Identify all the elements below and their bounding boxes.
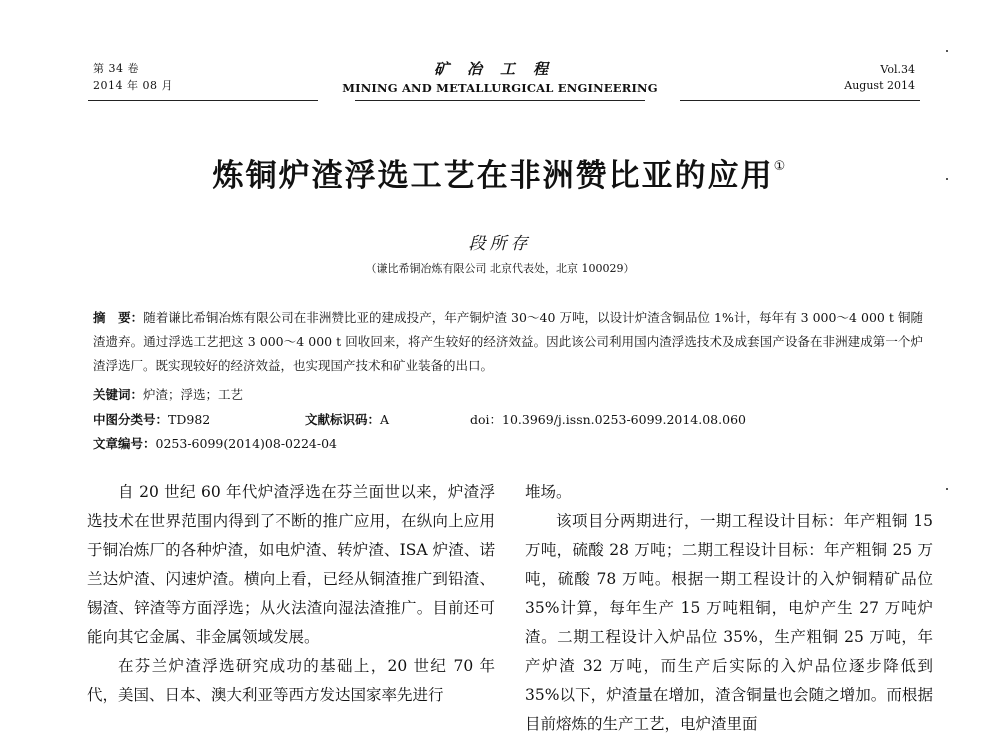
abstract bbox=[93, 306, 923, 378]
header-rule-center bbox=[355, 100, 645, 101]
document-code-label: 文献标识码： bbox=[305, 412, 381, 427]
body-paragraph: 自 20 世纪 60 年代炉渣浮选在芬兰面世以来，炉渣浮选技术在世界范围内得到了不断的推广应用，在纵向上应用于铜冶炼厂的各种炉渣，如电炉渣、转炉渣、ISA 炉渣、诺兰达炉渣、闪速炉渣。横向上看，已经从铜渣推广到铅渣、锡渣、锌渣等方面浮选；从火法渣向湿法渣推广。目前还可能向其它金属、非金属领域发展。 bbox=[87, 483, 495, 646]
journal-name-cn: 矿冶工程 bbox=[433, 60, 566, 78]
article-number bbox=[93, 434, 337, 452]
document-code-value: A bbox=[380, 412, 390, 427]
journal-name-en: MINING AND METALLURGICAL ENGINEERING bbox=[342, 81, 658, 95]
article-number-value: 0253-6099(2014)08-0224-04 bbox=[155, 436, 337, 451]
body-paragraph: 堆场。 bbox=[525, 483, 572, 501]
classification-label: 中图分类号： bbox=[93, 412, 169, 427]
article-title bbox=[150, 150, 850, 195]
body-paragraph: 在芬兰炉渣浮选研究成功的基础上，20 世纪 70 年代，美国、日本、澳大利亚等西方发达国家率先进行 bbox=[87, 657, 495, 704]
header-rule-right bbox=[680, 100, 920, 101]
title-footnote-marker: ① bbox=[773, 159, 788, 174]
header-date: 2014 年 08 月 bbox=[93, 79, 173, 92]
body-paragraph: 该项目分两期进行，一期工程设计目标：年产粗铜 15 万吨，硫酸 28 万吨；二期工程设计目标：年产粗铜 25 万吨，硫酸 78 万吨。根据一期工程设计的入炉铜精矿品位 35%计算，每年生产 15 万吨粗铜，电炉产生 27 万吨炉渣。二期工程设计入炉品位 35%，生产粗铜 25 万吨，年产炉渣 32 万吨，而生产后实际的入炉品位逐步降低到 35%以下，炉渣量在增加，渣含铜量也会随之增加。而根据目前熔炼的生产工艺，电炉渣里面 bbox=[525, 512, 933, 733]
body-column-left bbox=[87, 478, 495, 710]
body-column-right bbox=[525, 478, 933, 739]
abstract-label: 摘 要： bbox=[93, 310, 144, 325]
doi: doi：10.3969/j.issn.0253-6099.2014.08.060 bbox=[470, 412, 746, 427]
header-volume-en: Vol.34 bbox=[880, 63, 915, 76]
header-date-en: August 2014 bbox=[844, 79, 915, 92]
keywords bbox=[93, 385, 243, 403]
article-number-label: 文章编号： bbox=[93, 436, 156, 451]
author-name: 段所存 bbox=[468, 234, 532, 254]
scan-speck bbox=[946, 50, 948, 52]
keywords-text: 炉渣；浮选；工艺 bbox=[143, 387, 244, 402]
author-affiliation: （谦比希铜冶炼有限公司 北京代表处，北京 100029） bbox=[365, 262, 635, 275]
document-code bbox=[305, 410, 389, 428]
classification-value: TD982 bbox=[168, 412, 211, 427]
abstract-text: 随着谦比希铜冶炼有限公司在非洲赞比亚的建成投产，年产铜炉渣 30～40 万吨，以设计炉渣含铜品位 1%计，每年有 3 000～4 000 t 铜随渣遗弃。通过浮选工艺把这 3 000～4 000 t 回收回来，将产生较好的经济效益。因此该公司利用国内渣浮选技术及成套国产设备在非洲建成第一个炉渣浮选厂。既实现较好的经济效益，也实现国产技术和矿业装备的出口。 bbox=[93, 310, 923, 373]
keywords-label: 关键词： bbox=[93, 387, 144, 402]
header-rule-left bbox=[88, 100, 318, 101]
classification-number bbox=[93, 410, 210, 428]
scan-speck bbox=[946, 488, 948, 490]
header-volume: 第 34 卷 bbox=[93, 62, 139, 75]
article-title-text: 炼铜炉渣浮选工艺在非洲赞比亚的应用 bbox=[212, 158, 774, 194]
scan-speck bbox=[946, 178, 948, 180]
